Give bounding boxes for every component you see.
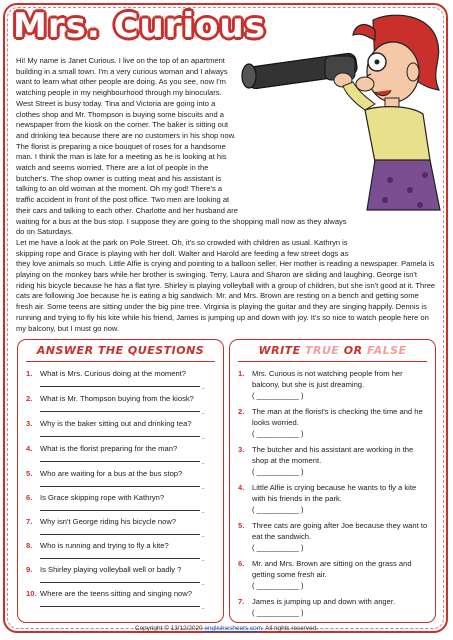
answer-blank[interactable]: ( __________ ) bbox=[252, 543, 304, 552]
answer-line[interactable] bbox=[40, 384, 200, 387]
answer-line[interactable] bbox=[40, 556, 200, 559]
question-item: 5. Who are waiting for a bus at the bus stop? . bbox=[26, 469, 205, 491]
page-title: Mrs. Curious bbox=[13, 6, 266, 46]
statement-item: 5. Three cats are going after Joe because they want to eat the sandwich. ( __________ ) bbox=[238, 520, 430, 553]
question-item: 6. Is Grace skipping rope with Kathryn? . bbox=[26, 493, 205, 515]
answer-blank[interactable]: ( __________ ) bbox=[252, 429, 304, 438]
answer-line[interactable] bbox=[40, 580, 200, 583]
answer-blank[interactable]: ( __________ ) bbox=[252, 581, 304, 590]
footer bbox=[0, 625, 453, 632]
copyright-text: Copyright © 13/12/2020 bbox=[134, 625, 203, 632]
answer-line[interactable] bbox=[40, 484, 200, 487]
answer-line[interactable] bbox=[40, 604, 200, 607]
answer-line[interactable] bbox=[40, 459, 200, 462]
answer-line[interactable] bbox=[40, 409, 200, 412]
statement-item: 2. The man at the florist's is checking the time and he looks worried. ( __________ ) bbox=[238, 406, 430, 439]
question-item: 3. Why is the baker sitting out and drinking tea? . bbox=[26, 419, 205, 441]
story-paragraph: West Street is busy today. Tina and Victoria are going into a clothes shop and Mr. Thompson is buying some biscuits and a newspaper from the kiosk on the corner. The baker is sitting out and drinking tea because there are no customers in his shop now. The florist is preparing a nice bouquet of roses for a handsome man. I think the man is late for a meeting as he is looking at his watch and seems worried. There are a lot of people in the butcher's. The shop owner is cutting meat and his assistant is talking to an old woman at the moment. Oh my god! There's a traffic accident in front of the post office. Two men are looking at their cars and talking to each other. Charlotte and her husband are waiting for a bus at the bus stop. I suppose they are going to the shopping mall now as they always do on Saturdays. bbox=[16, 98, 347, 237]
question-item: 1. What is Mrs. Curious doing at the moment? . bbox=[26, 369, 205, 391]
question-item: 8. Who is running and trying to fly a kite? . bbox=[26, 541, 205, 563]
story-paragraph: Hi! My name is Janet Curious. I live on the top of an apartment building in a small town. I'm a very curious woman and I always want to learn what other people are doing. As you see, now I'm watching people in my neighbourhood through my binoculars. bbox=[16, 56, 228, 98]
divider bbox=[26, 361, 215, 362]
divider bbox=[238, 361, 427, 362]
answer-blank[interactable]: ( __________ ) bbox=[252, 391, 304, 400]
statement-item: 1. Mrs. Curious is not watching people from her balcony, but she is just dreaming. ( __________ ) bbox=[238, 368, 430, 401]
question-item: 10. Where are the teens sitting and singing now? . bbox=[26, 589, 205, 611]
answer-line[interactable] bbox=[40, 532, 200, 535]
true-false-heading: WRITE TRUE OR FALSE bbox=[258, 344, 407, 357]
answer-line[interactable] bbox=[40, 508, 200, 511]
statement-item: 4. Little Alfie is crying because he wants to fly a kite with his friends in the park. ( __________ ) bbox=[238, 482, 430, 515]
answer-blank[interactable]: ( __________ ) bbox=[252, 608, 304, 617]
question-item: 7. Why isn't George riding his bicycle now? . bbox=[26, 517, 205, 539]
statement-item: 6. Mr. and Mrs. Brown are sitting on the grass and getting some fresh air. ( __________ ) bbox=[238, 558, 430, 591]
answer-blank[interactable]: ( __________ ) bbox=[252, 467, 304, 476]
true-false-box bbox=[229, 339, 436, 623]
questions-box bbox=[17, 339, 224, 623]
statement-item: 7. James is jumping up and down with anger. ( __________ ) bbox=[238, 596, 430, 618]
answer-line[interactable] bbox=[40, 434, 200, 437]
answer-blank[interactable]: ( __________ ) bbox=[252, 505, 304, 514]
statement-item: 3. The butcher and his assistant are working in the shop at the moment. ( __________ ) bbox=[238, 444, 430, 477]
questions-heading: ANSWER THE QUESTIONS bbox=[36, 344, 205, 357]
reading-passage bbox=[16, 56, 436, 334]
rights-text: . All rights reserved. bbox=[261, 625, 319, 632]
question-item: 2. What is Mr. Thompson buying from the kiosk? . bbox=[26, 394, 205, 416]
site-link[interactable]: englishwsheets.com bbox=[204, 625, 262, 632]
story-paragraph: Let me have a look at the park on Pole Street. Oh, it's so crowded with children as usual. Kathryn is skipping rope and Grace is playing with her doll. Walter and Harold are feeding a few street dogs as they love animals so much. Little Alfie is crying and pointing to a balloon seller. Her mother is reading a newspaper. Pamela is playing on the monkey bars while her brother is swinging. Terry, Laura and Sharon are sliding and laughing. George isn't riding his bicycle because he has a flat tyre. Shirley is playing volleyball with a group of children, but she isn't good at it. Three cats are following Joe because he is eating a big sandwich. Mr. and Mrs. Brown are resting on a bench and getting some fresh air. Some teens are sitting under the big pine tree. Virginia is playing the guitar and they are singing happily. Dennis is running and trying to fly his kite while his friend, James is jumping up and down with joy. It's so nice to watch people here on my balcony, but I must go now. bbox=[16, 237, 436, 333]
question-item: 4. What is the florist preparing for the man? . bbox=[26, 444, 205, 466]
question-item: 9. Is Shirley playing volleyball well or badly ? . bbox=[26, 565, 205, 587]
